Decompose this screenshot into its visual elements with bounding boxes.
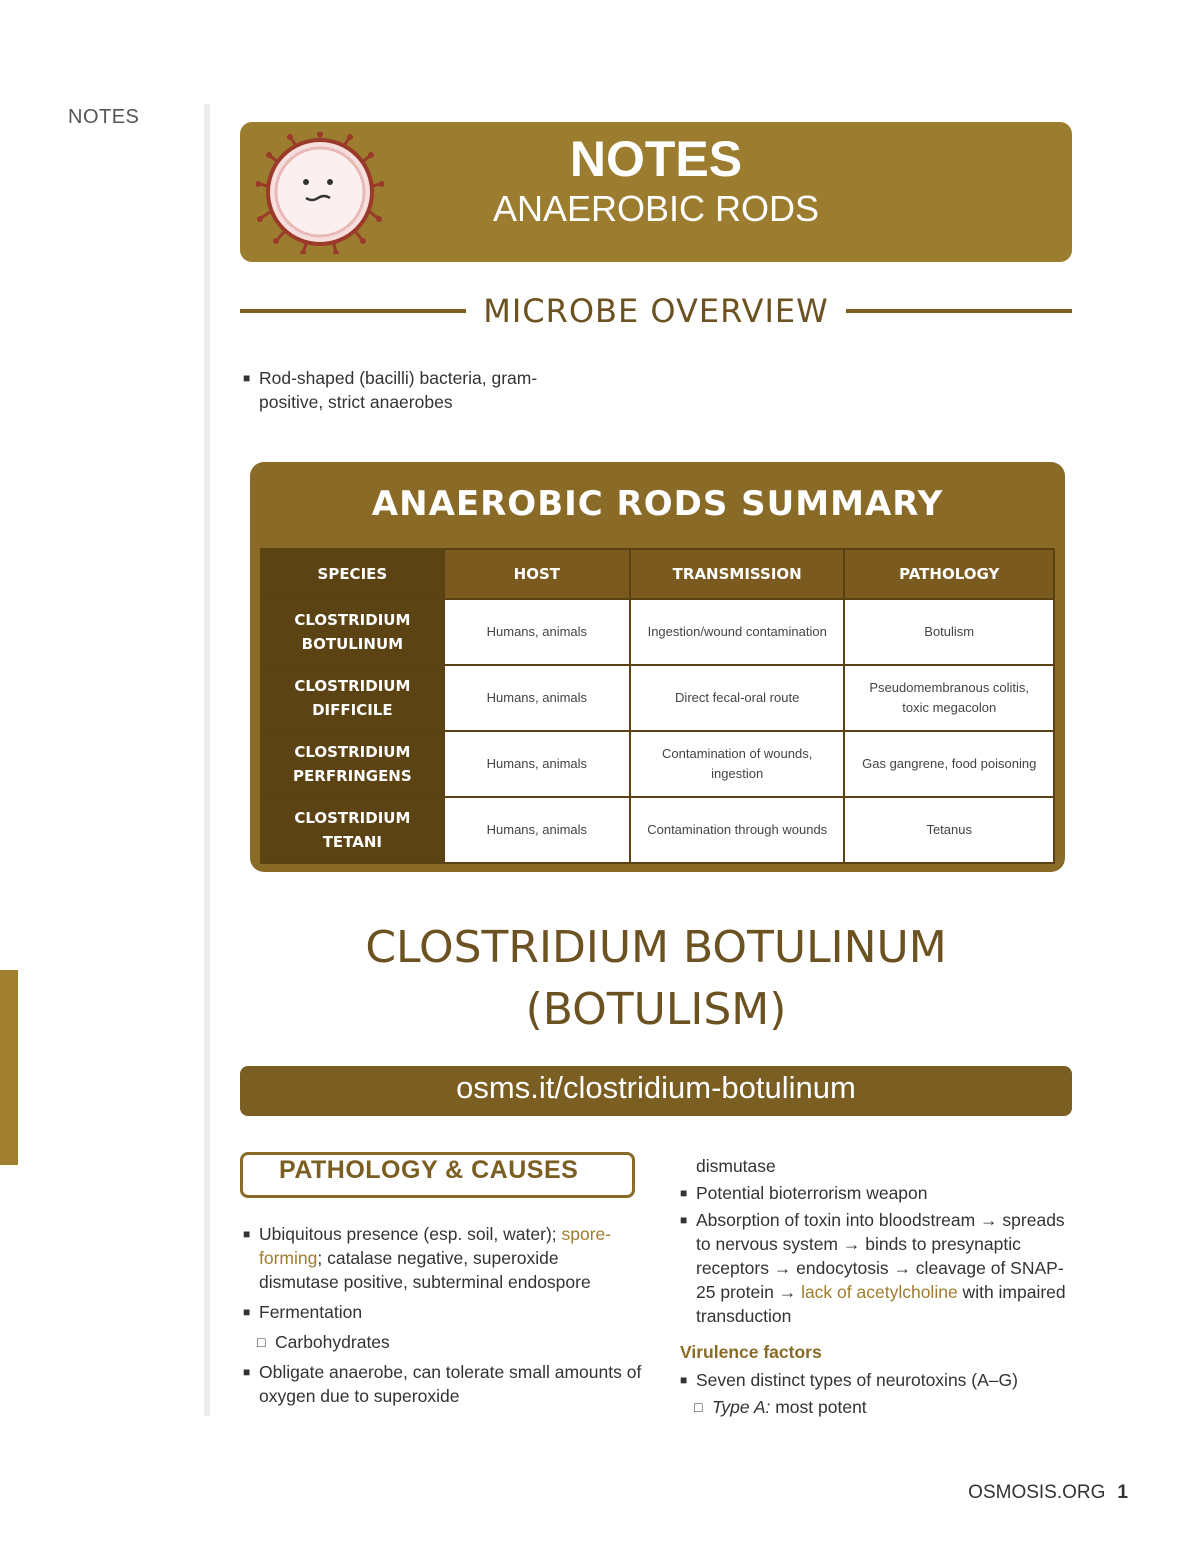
microbe-overview-heading [240,292,1072,332]
table-row [261,665,1054,731]
col-header-pathology: PATHOLOGY [844,549,1054,599]
pathology-b3: Obligate anaerobe, can tolerate small amounts of oxygen due to superoxide [259,1362,642,1406]
pathology-b1-pre: Ubiquitous presence (esp. soil, water); [259,1224,562,1244]
bullet-square-icon: ■ [680,1373,688,1387]
pathology-cont: dismutase [696,1156,776,1176]
pathology-b2-sub: Carbohydrates [275,1332,390,1352]
bullet-square-icon: ■ [243,1227,251,1241]
pathology-heading-box [240,1152,635,1198]
side-divider [204,104,210,1416]
col-header-host: HOST [444,549,630,599]
list-item [243,1300,643,1324]
cell-transmission: Contamination of wounds, ingestion [630,731,844,797]
cell-species: CLOSTRIDIUM DIFFICILE [261,665,444,731]
page-number: 1 [1117,1482,1128,1503]
cell-pathology: Botulism [844,599,1054,665]
cell-species: CLOSTRIDIUM TETANI [261,797,444,863]
cell-transmission: Direct fecal-oral route [630,665,844,731]
virulence-sub-em: Type A: [712,1397,771,1417]
cell-host: Humans, animals [444,599,630,665]
table-header-row [261,549,1054,599]
list-item-continued [680,1154,1070,1178]
cell-species: CLOSTRIDIUM BOTULINUM [261,599,444,665]
cell-transmission: Contamination through wounds [630,797,844,863]
page-footer [968,1482,1128,1504]
col-header-species: SPECIES [261,549,444,599]
footer-site: OSMOSIS.ORG [968,1482,1106,1503]
virulence-sub-rest: most potent [770,1397,867,1417]
sub-list-item [680,1395,1070,1419]
table-row [261,731,1054,797]
topic-title-line2: (BOTULISM) [525,984,787,1035]
overview-text: Rod-shaped (bacilli) bacteria, gram-positive, strict anaerobes [259,368,538,412]
bullet-square-icon: ■ [680,1213,688,1227]
cell-species: CLOSTRIDIUM PERFRINGENS [261,731,444,797]
virulence-factors-heading: Virulence factors [680,1342,822,1362]
cell-transmission: Ingestion/wound contamination [630,599,844,665]
summary-table-card [250,462,1065,872]
list-item [680,1368,1070,1392]
cell-pathology: Tetanus [844,797,1054,863]
sub-list-item [243,1330,643,1354]
list-item [243,1360,643,1408]
cell-pathology: Pseudomembranous colitis, toxic megacolon [844,665,1054,731]
summary-table [260,548,1055,864]
pathology-heading: PATHOLOGY & CAUSES [279,1156,579,1184]
virulence-b1: Seven distinct types of neurotoxins (A–G) [696,1370,1018,1390]
spore-forming-highlight: spore-forming [259,1224,612,1268]
col-header-transmission: TRANSMISSION [630,549,844,599]
pathology-b4: Potential bioterrorism weapon [696,1183,928,1203]
heading-rule-right [846,309,1072,313]
cell-host: Humans, animals [444,731,630,797]
bullet-square-icon: ■ [680,1186,688,1200]
banner-title: NOTES [569,131,743,187]
pathology-right-column [680,1154,1070,1419]
pathology-b1-post: ; catalase negative, superoxide dismutase positive, subterminal endospore [259,1248,591,1292]
side-tab-marker [0,970,18,1165]
list-item [243,366,583,414]
list-item [680,1181,1070,1205]
bullet-square-icon: ■ [243,371,251,385]
table-row [261,599,1054,665]
side-notes-label: NOTES [68,106,140,128]
topic-title-line1: CLOSTRIDIUM BOTULINUM [365,922,947,973]
pathology-b5-post: with impaired transduction [696,1282,1066,1326]
cell-pathology: Gas gangrene, food poisoning [844,731,1054,797]
list-item [243,1222,643,1294]
overview-list [243,366,583,414]
table-row [261,797,1054,863]
bullet-hollow-square-icon: □ [694,1399,703,1415]
pathology-b5-pre: Absorption of toxin into bloodstream → spreads to nervous system → binds to presynaptic receptors → endocytosis → cleavage of SNAP-25 protein → [696,1210,1065,1302]
section-title: MICROBE OVERVIEW [483,292,829,330]
bullet-square-icon: ■ [243,1365,251,1379]
pathology-b2: Fermentation [259,1302,363,1322]
acetylcholine-highlight: lack of acetylcholine [801,1282,958,1302]
bullet-hollow-square-icon: □ [257,1334,266,1350]
cell-host: Humans, animals [444,665,630,731]
list-item [680,1208,1070,1328]
cell-host: Humans, animals [444,797,630,863]
header-banner [240,122,1072,262]
bullet-square-icon: ■ [243,1305,251,1319]
topic-url-link[interactable]: osms.it/clostridium-botulinum [240,1066,1072,1116]
banner-subtitle: ANAEROBIC RODS [492,188,820,229]
summary-title: ANAEROBIC RODS SUMMARY [371,484,944,524]
pathology-left-column [243,1222,643,1408]
